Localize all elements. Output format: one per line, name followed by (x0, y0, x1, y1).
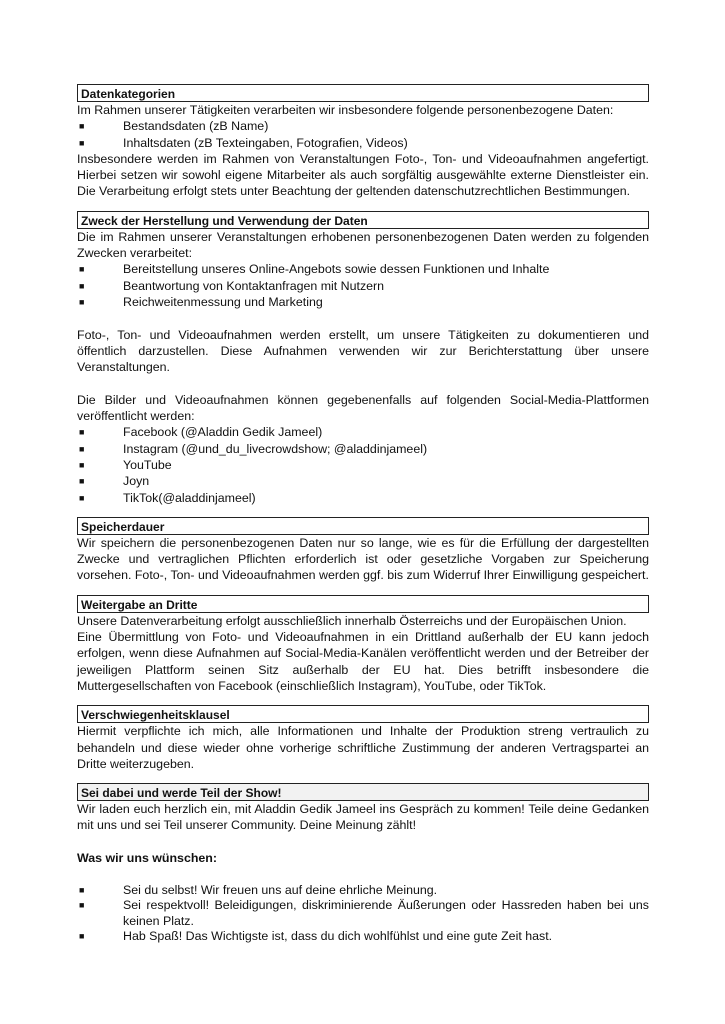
section-speicherdauer (77, 517, 649, 584)
bullet-icon: ■ (79, 492, 85, 503)
bullet-icon: ■ (79, 931, 85, 942)
bullet-icon: ■ (79, 296, 85, 307)
list-item: ■ Facebook (@Aladdin Gedik Jameel) (79, 425, 323, 440)
bullet-icon: ■ (79, 280, 85, 291)
paragraph: Unsere Datenverarbeitung erfolgt ausschließlich innerhalb Österreichs und der Europäischen Union. (77, 613, 627, 628)
paragraph: Foto-, Ton- und Videoaufnahmen werden erstellt, um unsere Tätigkeiten zu dokumentieren und öffentlich darzustellen. Diese Aufnahmen verwenden wir zur Berichterstattung über unsere Veranstaltungen. (77, 327, 649, 375)
bullet-icon: ■ (79, 427, 85, 438)
paragraph: Im Rahmen unserer Tätigkeiten verarbeiten wir insbesondere folgende personenbezogene Daten: (77, 103, 614, 117)
list-item: ■ Bestandsdaten (zB Name) (79, 119, 269, 134)
section-heading: Weitergabe an Dritte (77, 595, 649, 613)
bullet-icon: ■ (79, 884, 85, 895)
list-item: ■ Bereitstellung unseres Online-Angebots sowie dessen Funktionen und Inhalte (79, 262, 550, 277)
bullet-list (77, 118, 649, 151)
list-item: ■ Inhaltsdaten (zB Texteingaben, Fotografien, Videos) (79, 135, 408, 150)
bullet-icon: ■ (79, 900, 85, 911)
bullet-icon: ■ (79, 264, 85, 275)
list-item: ■ Joyn (79, 474, 150, 489)
section-heading: Datenkategorien (77, 84, 649, 102)
paragraph: Die im Rahmen unserer Veranstaltungen erhobenen personenbezogenen Daten werden zu folgenden Zwecken verarbeitet: (77, 229, 649, 261)
section-verschwiegenheit (77, 705, 649, 772)
section-heading: Speicherdauer (77, 517, 649, 535)
list-item: ■ Sei du selbst! Wir freuen uns auf deine ehrliche Meinung. (79, 882, 438, 897)
bullet-icon: ■ (79, 121, 85, 132)
bullet-icon: ■ (79, 443, 85, 454)
list-item: ■ Sei respektvoll! Beleidigungen, diskriminierende Äußerungen oder Hassreden haben bei uns keinen Platz. (79, 898, 649, 928)
section-weitergabe (77, 595, 649, 694)
paragraph: Hiermit verpflichte ich mich, alle Informationen und Inhalte der Produktion streng vertraulich zu behandeln und diese wieder ohne vorherige schriftliche Zustimmung der anderen Vertragspartei an Dritte weiterzugeben. (77, 724, 649, 771)
list-item: ■ YouTube (79, 457, 172, 472)
list-item: ■ Instagram (@und_du_livecrowdshow; @aladdinjameel) (79, 441, 428, 456)
list-item: ■ Beantwortung von Kontaktanfragen mit Nutzern (79, 278, 385, 293)
section-heading: Verschwiegenheitsklausel (77, 705, 649, 723)
paragraph: Die Bilder und Videoaufnahmen können gegebenenfalls auf folgenden Social-Media-Plattformen veröffentlicht werden: (77, 392, 649, 424)
list-item: ■ Hab Spaß! Das Wichtigste ist, dass du dich wohlfühlst und eine gute Zeit hast. (79, 929, 553, 944)
section-show (77, 783, 649, 944)
wishes-heading: Was wir uns wünschen: (77, 850, 217, 865)
section-datenkategorien (77, 84, 649, 200)
section-zweck (77, 211, 649, 506)
list-item: ■ Reichweitenmessung und Marketing (79, 294, 323, 309)
bullet-icon: ■ (79, 137, 85, 148)
wishes-list (77, 883, 649, 945)
paragraph: Wir laden euch herzlich ein, mit Aladdin Gedik Jameel ins Gespräch zu kommen! Teile deine Gedanken mit uns und sei Teil unserer Community. Deine Meinung zählt! (77, 802, 649, 833)
list-item: ■ TikTok(@aladdinjameel) (79, 490, 256, 505)
platform-list (77, 424, 649, 505)
bullet-icon: ■ (79, 476, 85, 487)
section-heading: Zweck der Herstellung und Verwendung der Daten (77, 211, 649, 229)
paragraph: Wir speichern die personenbezogenen Daten nur so lange, wie es für die Erfüllung der dargestellten Zwecke und vertraglichen Pflichten erforderlich ist oder gesetzliche Vorgaben zur Speicherung vorsehen. Foto-, Ton- und Videoaufnahmen werden ggf. bis zum Widerruf Ihrer Einwilligung gespeichert. (77, 535, 649, 583)
paragraph: Eine Übermittlung von Foto- und Videoaufnahmen in ein Drittland außerhalb der EU kann jedoch erfolgen, wenn diese Aufnahmen auf Social-Media-Kanälen veröffentlicht werden und der Betreiber der jeweiligen Plattform seinen Sitz außerhalb der EU hat. Dies betrifft insbesondere die Muttergesellschaften von Facebook (einschließlich Instagram), YouTube, oder TikTok. (77, 630, 649, 693)
paragraph: Insbesondere werden im Rahmen von Veranstaltungen Foto-, Ton- und Videoaufnahmen angefertigt. Hierbei setzen wir sowohl eigene Mitarbeiter als auch sorgfältig ausgewählte externe Dienstleister ein. Die Verarbeitung erfolgt stets unter Beachtung der geltenden datenschutzrechtlichen Bestimmungen. (77, 151, 649, 199)
section-heading: Sei dabei und werde Teil der Show! (77, 783, 649, 801)
bullet-list (77, 261, 649, 310)
document-page (77, 84, 649, 956)
bullet-icon: ■ (79, 459, 85, 470)
